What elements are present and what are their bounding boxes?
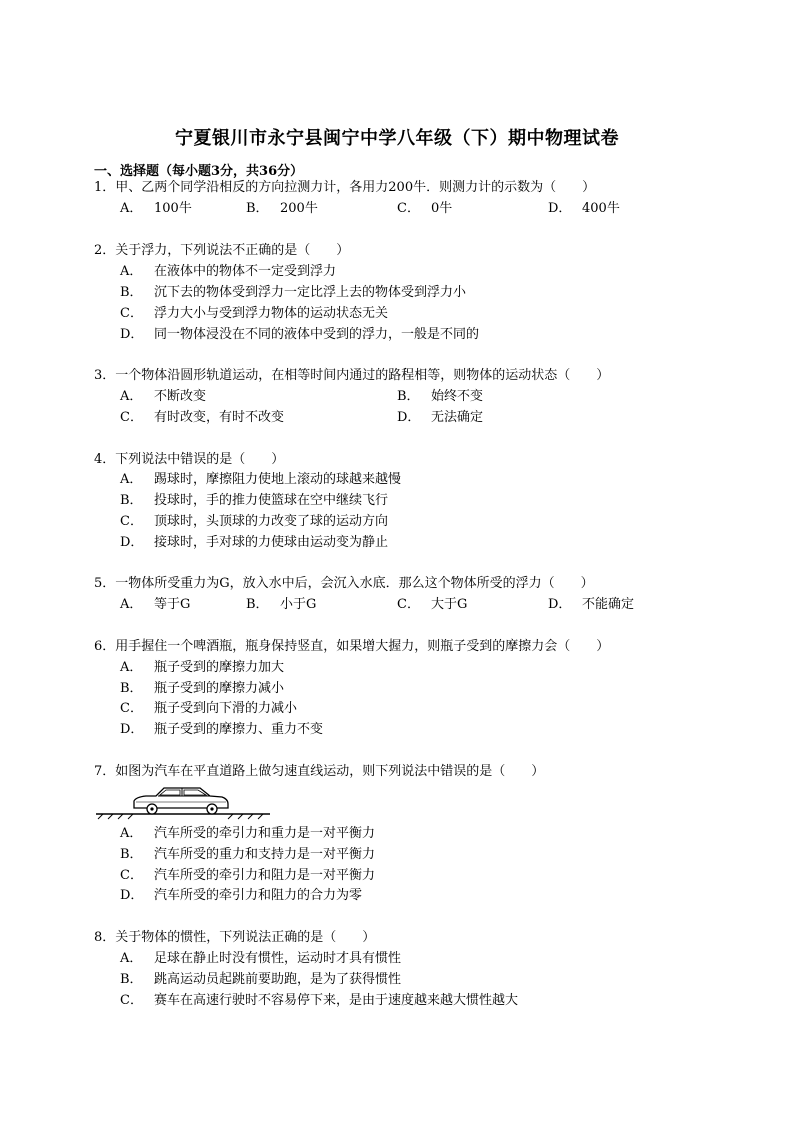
question-3-option-d: D． 无法确定 xyxy=(397,410,484,425)
question-7-stem: 7．如图为汽车在平直道路上做匀速直线运动，则下列说法中错误的是（ ） xyxy=(94,764,545,779)
page-title: 宁夏银川市永宁县闽宁中学八年级（下）期中物理试卷 xyxy=(175,128,619,149)
question-2-stem: 2．关于浮力，下列说法不正确的是（ ） xyxy=(94,243,350,258)
car-on-road-figure xyxy=(96,784,272,824)
question-4-option-c: C． 顶球时，头顶球的力改变了球的运动方向 xyxy=(120,514,389,529)
question-8-option-b: B． 跳高运动员起跳前要助跑，是为了获得惯性 xyxy=(120,972,402,987)
question-8-stem: 8．关于物体的惯性，下列说法正确的是（ ） xyxy=(94,930,376,945)
question-5-stem: 5．一物体所受重力为G，放入水中后，会沉入水底．那么这个物体所受的浮力（ ） xyxy=(94,576,594,591)
question-3-option-a: A． 不断改变 xyxy=(120,389,207,404)
question-5-option-c: C． 大于G xyxy=(397,597,468,612)
question-1-option-b: B． 200牛 xyxy=(246,201,318,216)
question-6-option-c: C． 瓶子受到向下滑的力减小 xyxy=(120,701,298,716)
question-2-option-c: C． 浮力大小与受到浮力物体的运动状态无关 xyxy=(120,306,389,321)
question-5-option-a: A． 等于G xyxy=(120,597,191,612)
question-7-option-c: C． 汽车所受的牵引力和阻力是一对平衡力 xyxy=(120,868,376,883)
question-7-option-d: D． 汽车所受的牵引力和阻力的合力为零 xyxy=(120,888,363,903)
question-6-stem: 6．用手握住一个啤酒瓶，瓶身保持竖直，如果增大握力，则瓶子受到的摩擦力会（ ） xyxy=(94,639,610,654)
question-4-option-b: B． 投球时，手的推力使篮球在空中继续飞行 xyxy=(120,493,389,508)
question-2-option-a: A． 在液体中的物体不一定受到浮力 xyxy=(120,264,337,279)
question-4-option-d: D． 接球时，手对球的力使球由运动变为静止 xyxy=(120,535,389,550)
question-3-stem: 3．一个物体沿圆形轨道运动，在相等时间内通过的路程相等，则物体的运动状态（ ） xyxy=(94,368,610,383)
question-2-option-b: B． 沉下去的物体受到浮力一定比浮上去的物体受到浮力小 xyxy=(120,285,467,300)
question-3-option-b: B． 始终不变 xyxy=(397,389,484,404)
question-1-stem: 1．甲、乙两个同学沿相反的方向拉测力计，各用力200牛．则测力计的示数为（ ） xyxy=(94,180,596,195)
question-6-option-a: A． 瓶子受到的摩擦力加大 xyxy=(120,660,285,675)
question-8-option-a: A． 足球在静止时没有惯性，运动时才具有惯性 xyxy=(120,951,402,966)
question-6-option-d: D． 瓶子受到的摩擦力、重力不变 xyxy=(120,722,324,737)
question-1-option-c: C． 0牛 xyxy=(397,201,453,216)
question-5-option-d: D． 不能确定 xyxy=(548,597,635,612)
question-7-option-b: B． 汽车所受的重力和支持力是一对平衡力 xyxy=(120,847,376,862)
question-2-option-d: D． 同一物体浸没在不同的液体中受到的浮力，一般是不同的 xyxy=(120,327,480,342)
question-1-option-a: A． 100牛 xyxy=(120,201,192,216)
question-6-option-b: B． 瓶子受到的摩擦力减小 xyxy=(120,681,285,696)
question-4-stem: 4．下列说法中错误的是（ ） xyxy=(94,452,285,467)
question-7-option-a: A． 汽车所受的牵引力和重力是一对平衡力 xyxy=(120,826,376,841)
question-4-option-a: A． 踢球时，摩擦阻力使地上滚动的球越来越慢 xyxy=(120,472,402,487)
question-3-option-c: C． 有时改变，有时不改变 xyxy=(120,410,285,425)
section-heading: 一、选择题（每小题3分，共36分） xyxy=(94,164,304,179)
question-5-option-b: B． 小于G xyxy=(246,597,317,612)
question-8-option-c: C． 赛车在高速行驶时不容易停下来，是由于速度越来越大惯性越大 xyxy=(120,993,519,1008)
question-1-option-d: D． 400牛 xyxy=(548,201,620,216)
